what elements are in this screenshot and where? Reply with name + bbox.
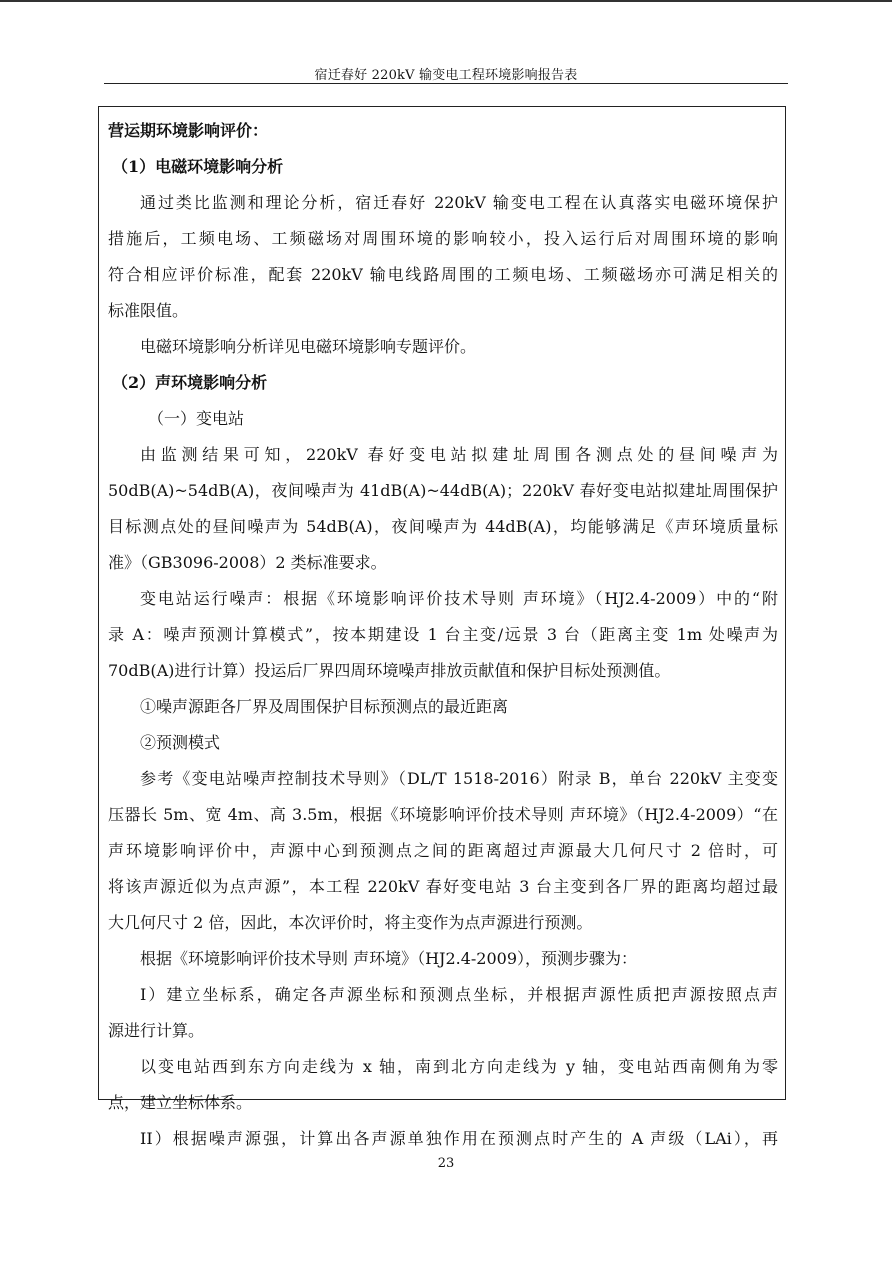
page-number: 23 [437,1156,455,1171]
subheading-substation: （一）变电站 [148,409,245,428]
paragraph-line: 点，建立坐标体系。 [108,1093,253,1112]
subheading-noise: （2）声环境影响分析 [112,373,268,392]
paragraph-line: 将该声源近似为点声源”，本工程 220kV 春好变电站 3 台主变到各厂界的距离均超过最 [108,877,778,896]
step-line: 源进行计算。 [108,1021,205,1040]
paragraph-line: 措施后，工频电场、工频磁场对周围环境的影响较小，投入运行后对周围环境的影响 [108,229,778,248]
paragraph-line: 参考《变电站噪声控制技术导则》（DL/T 1518-2016）附录 B，单台 220kV 主变变 [140,769,778,788]
step-line: II）根据噪声源强，计算出各声源单独作用在预测点时产生的 A 声级（LAi），再 [140,1129,778,1148]
paragraph-line: 电磁环境影响分析详见电磁环境影响专题评价。 [140,337,477,356]
paragraph-line: 70dB(A)进行计算）投运后厂界四周环境噪声排放贡献值和保护目标处预测值。 [108,661,671,680]
section-heading-operation: 营运期环境影响评价： [108,121,269,140]
paragraph-line: 声环境影响评价中，声源中心到预测点之间的距离超过声源最大几何尺寸 2 倍时，可 [108,841,778,860]
paragraph-line: 录 A：噪声预测计算模式”，按本期建设 1 台主变/远景 3 台（距离主变 1m 处噪声为 [108,625,778,644]
list-item-distance: ①噪声源距各厂界及周围保护目标预测点的最近距离 [140,697,509,716]
step-line: I）建立坐标系，确定各声源坐标和预测点坐标，并根据声源性质把声源按照点声 [140,985,778,1004]
paragraph-line: 以变电站西到东方向走线为 x 轴，南到北方向走线为 y 轴，变电站西南侧角为零 [140,1057,778,1076]
paragraph-line: 符合相应评价标准，配套 220kV 输电线路周围的工频电场、工频磁场亦可满足相关的 [108,265,778,284]
top-border-line [0,0,892,2]
paragraph-line: 目标测点处的昼间噪声为 54dB(A)，夜间噪声为 44dB(A)，均能够满足《声环境质量标 [108,517,778,536]
report-table-cell [98,106,786,1148]
paragraph-line: 50dB(A)~54dB(A)，夜间噪声为 41dB(A)~44dB(A)；220kV 春好变电站拟建址周围保护 [108,481,778,500]
paragraph-line: 通过类比监测和理论分析，宿迁春好 220kV 输变电工程在认真落实电磁环境保护 [140,193,778,212]
header-rule [104,83,788,84]
paragraph-line: 由监测结果可知，220kV 春好变电站拟建址周围各测点处的昼间噪声为 [140,445,778,464]
paragraph-line: 变电站运行噪声：根据《环境影响评价技术导则 声环境》（HJ2.4-2009）中的“附 [140,589,778,608]
running-header: 宿迁春好 220kV 输变电工程环境影响报告表 [314,68,578,83]
subheading-em: （1）电磁环境影响分析 [112,157,284,176]
list-item-model: ②预测模式 [140,733,221,752]
paragraph-line: 大几何尺寸 2 倍，因此，本次评价时，将主变作为点声源进行预测。 [108,913,593,932]
body-text [108,113,778,1157]
paragraph-line: 准》（GB3096-2008）2 类标准要求。 [108,553,387,572]
paragraph-line: 标准限值。 [108,301,189,320]
paragraph-line: 根据《环境影响评价技术导则 声环境》（HJ2.4-2009），预测步骤为： [140,949,638,968]
paragraph-line: 压器长 5m、宽 4m、高 3.5m，根据《环境影响评价技术导则 声环境》（HJ2.4-2009）“在 [108,805,778,824]
